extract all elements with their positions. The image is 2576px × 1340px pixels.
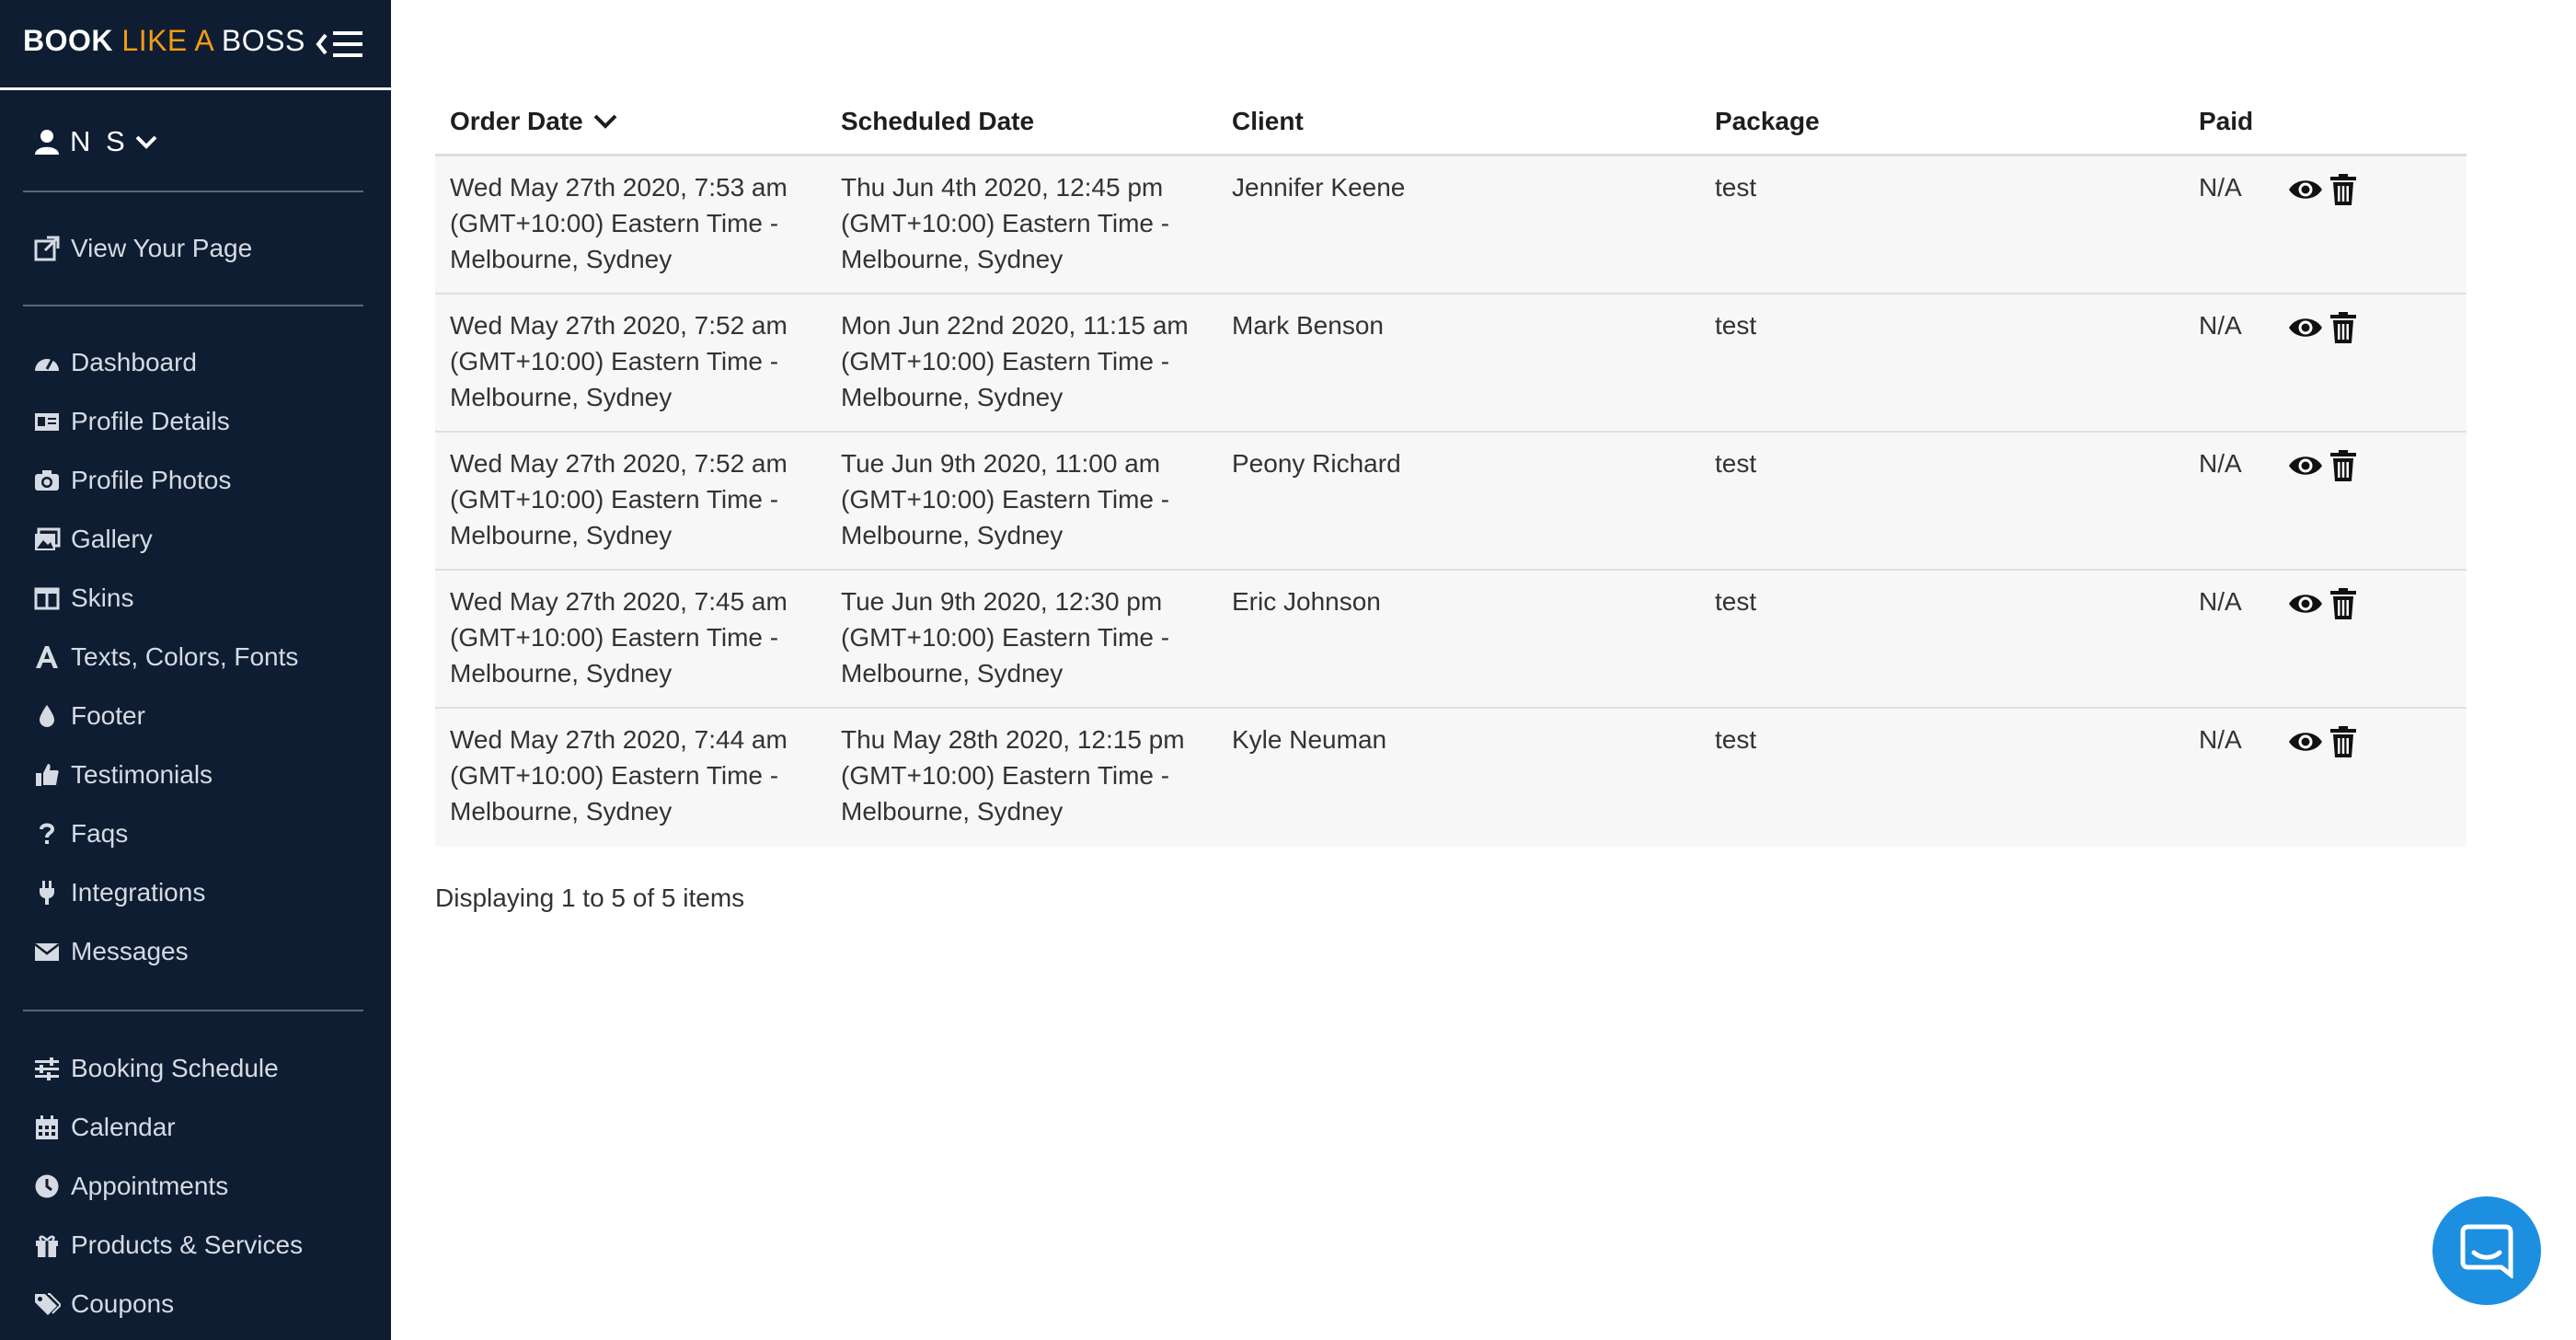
sidebar xyxy=(0,0,391,1340)
brand-header xyxy=(0,0,391,90)
client-cell: Peony Richard xyxy=(1232,449,1401,478)
sidebar-item-booking-schedule[interactable] xyxy=(32,1048,279,1089)
trash-icon[interactable] xyxy=(2329,587,2357,620)
chat-icon xyxy=(2459,1223,2514,1278)
client-cell: Jennifer Keene xyxy=(1232,173,1406,202)
font-icon xyxy=(32,642,62,672)
sidebar-item-label: Booking Schedule xyxy=(71,1054,279,1082)
sidebar-item-label: Products & Services xyxy=(71,1230,304,1259)
sidebar-item-label: Dashboard xyxy=(71,348,197,376)
sidebar-item-footer[interactable] xyxy=(32,696,145,736)
id-card-icon xyxy=(32,407,62,436)
collapse-menu-icon[interactable] xyxy=(315,26,366,63)
table-row xyxy=(435,571,2467,709)
table-row xyxy=(435,709,2467,847)
sidebar-divider xyxy=(23,191,363,192)
sidebar-item-gallery[interactable] xyxy=(32,519,153,560)
trash-icon[interactable] xyxy=(2329,173,2357,206)
paid-cell: N/A xyxy=(2199,311,2242,340)
pagination-summary: Displaying 1 to 5 of 5 items xyxy=(435,884,745,912)
question-icon xyxy=(32,819,62,849)
eye-icon[interactable] xyxy=(2287,452,2324,479)
package-cell: test xyxy=(1715,173,1757,202)
sort-chevron-down-icon[interactable] xyxy=(592,111,618,132)
user-initials: N S xyxy=(70,125,129,157)
sidebar-item-label: Messages xyxy=(71,937,189,965)
table-row xyxy=(435,156,2467,295)
eye-icon[interactable] xyxy=(2287,314,2324,341)
column-header-scheduled-date[interactable]: Scheduled Date xyxy=(841,107,1035,135)
images-icon xyxy=(32,525,62,554)
tags-icon xyxy=(32,1289,62,1319)
sidebar-divider xyxy=(23,1010,363,1011)
row-actions xyxy=(2287,449,2357,482)
sliders-icon xyxy=(32,1054,62,1083)
column-header-package[interactable]: Package xyxy=(1715,107,1820,135)
scheduled-date-cell: Thu May 28th 2020, 12:15 pm (GMT+10:00) Eastern Time - Melbourne, Sydney xyxy=(841,725,1185,826)
column-header-client[interactable]: Client xyxy=(1232,107,1304,135)
paid-cell: N/A xyxy=(2199,725,2242,754)
sidebar-item-integrations[interactable] xyxy=(32,872,205,913)
sidebar-item-faqs[interactable] xyxy=(32,814,128,854)
sidebar-divider xyxy=(23,305,363,306)
sidebar-item-texts-colors-fonts[interactable] xyxy=(32,637,298,677)
row-actions xyxy=(2287,725,2357,758)
sidebar-item-label: Calendar xyxy=(71,1113,176,1141)
package-cell: test xyxy=(1715,587,1757,616)
order-date-cell: Wed May 27th 2020, 7:52 am (GMT+10:00) Eastern Time - Melbourne, Sydney xyxy=(450,449,788,549)
scheduled-date-cell: Tue Jun 9th 2020, 12:30 pm (GMT+10:00) Eastern Time - Melbourne, Sydney xyxy=(841,587,1170,687)
tint-icon xyxy=(32,701,62,731)
gift-icon xyxy=(32,1230,62,1260)
logo[interactable]: BOOK LIKE A BOSS xyxy=(23,24,305,57)
order-date-cell: Wed May 27th 2020, 7:52 am (GMT+10:00) Eastern Time - Melbourne, Sydney xyxy=(450,311,788,411)
column-header-paid[interactable]: Paid xyxy=(2199,107,2254,135)
client-cell: Eric Johnson xyxy=(1232,587,1381,616)
orders-table xyxy=(435,94,2467,847)
eye-icon[interactable] xyxy=(2287,728,2324,756)
package-cell: test xyxy=(1715,311,1757,340)
sidebar-item-label: Skins xyxy=(71,583,134,612)
sidebar-item-label: View Your Page xyxy=(71,234,253,262)
clock-icon xyxy=(32,1172,62,1201)
row-actions xyxy=(2287,311,2357,344)
order-date-cell: Wed May 27th 2020, 7:44 am (GMT+10:00) Eastern Time - Melbourne, Sydney xyxy=(450,725,788,826)
sidebar-item-label: Profile Photos xyxy=(71,466,232,494)
sidebar-item-label: Faqs xyxy=(71,819,129,848)
trash-icon[interactable] xyxy=(2329,449,2357,482)
envelope-icon xyxy=(32,937,62,966)
camera-icon xyxy=(32,466,62,495)
eye-icon[interactable] xyxy=(2287,176,2324,203)
sidebar-item-profile-details[interactable] xyxy=(32,401,230,442)
sidebar-item-label: Appointments xyxy=(71,1172,229,1200)
client-cell: Mark Benson xyxy=(1232,311,1384,340)
trash-icon[interactable] xyxy=(2329,311,2357,344)
sidebar-item-products-services[interactable] xyxy=(32,1225,303,1265)
sidebar-item-appointments[interactable] xyxy=(32,1166,228,1207)
table-header xyxy=(435,94,2467,156)
chevron-down-icon xyxy=(134,133,158,151)
package-cell: test xyxy=(1715,725,1757,754)
sidebar-item-label: Profile Details xyxy=(71,407,230,435)
sidebar-item-label: Texts, Colors, Fonts xyxy=(71,642,299,671)
columns-icon xyxy=(32,583,62,613)
sidebar-item-coupons[interactable] xyxy=(32,1284,174,1324)
package-cell: test xyxy=(1715,449,1757,478)
trash-icon[interactable] xyxy=(2329,725,2357,758)
plug-icon xyxy=(32,878,62,907)
sidebar-item-label: Testimonials xyxy=(71,760,213,789)
sidebar-item-profile-photos[interactable] xyxy=(32,460,231,501)
sidebar-item-dashboard[interactable] xyxy=(32,342,197,383)
paid-cell: N/A xyxy=(2199,173,2242,202)
thumbs-up-icon xyxy=(32,760,62,790)
external-link-icon xyxy=(32,234,62,263)
scheduled-date-cell: Tue Jun 9th 2020, 11:00 am (GMT+10:00) Eastern Time - Melbourne, Sydney xyxy=(841,449,1170,549)
dashboard-icon xyxy=(32,348,62,377)
paid-cell: N/A xyxy=(2199,587,2242,616)
client-cell: Kyle Neuman xyxy=(1232,725,1387,754)
sidebar-item-label: Footer xyxy=(71,701,145,730)
eye-icon[interactable] xyxy=(2287,590,2324,618)
chat-launcher-button[interactable] xyxy=(2432,1196,2541,1305)
sidebar-item-label: Integrations xyxy=(71,878,206,907)
sidebar-item-calendar[interactable] xyxy=(32,1107,176,1148)
sidebar-item-label: Gallery xyxy=(71,525,153,553)
scheduled-date-cell: Thu Jun 4th 2020, 12:45 pm (GMT+10:00) Eastern Time - Melbourne, Sydney xyxy=(841,173,1170,273)
table-row xyxy=(435,433,2467,571)
sidebar-item-skins[interactable] xyxy=(32,578,133,618)
user-menu[interactable] xyxy=(33,123,167,160)
column-header-order-date[interactable]: Order Date xyxy=(450,107,618,136)
sidebar-item-testimonials[interactable] xyxy=(32,755,213,795)
table-row xyxy=(435,295,2467,433)
sidebar-item-view-your-page[interactable] xyxy=(32,228,252,269)
row-actions xyxy=(2287,587,2357,620)
order-date-cell: Wed May 27th 2020, 7:45 am (GMT+10:00) Eastern Time - Melbourne, Sydney xyxy=(450,587,788,687)
sidebar-item-messages[interactable] xyxy=(32,931,189,972)
sidebar-item-label: Coupons xyxy=(71,1289,175,1318)
calendar-icon xyxy=(32,1113,62,1142)
scheduled-date-cell: Mon Jun 22nd 2020, 11:15 am (GMT+10:00) Eastern Time - Melbourne, Sydney xyxy=(841,311,1189,411)
paid-cell: N/A xyxy=(2199,449,2242,478)
order-date-cell: Wed May 27th 2020, 7:53 am (GMT+10:00) Eastern Time - Melbourne, Sydney xyxy=(450,173,788,273)
user-icon xyxy=(33,128,61,156)
row-actions xyxy=(2287,173,2357,206)
